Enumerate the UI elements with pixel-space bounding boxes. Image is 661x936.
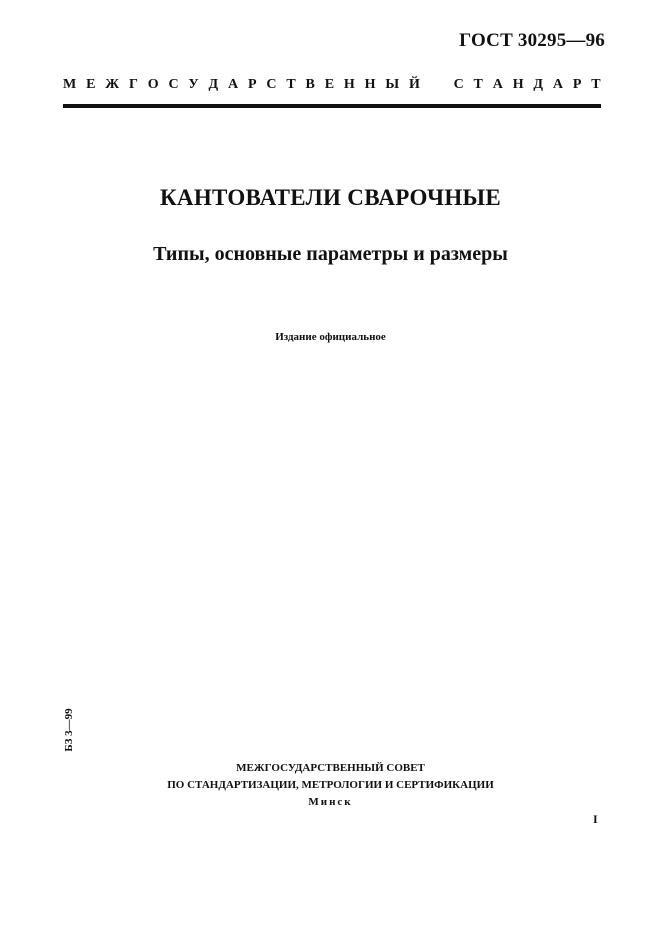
heading-letter: О [147,77,159,92]
heading-letter: Т [591,77,601,92]
document-subtitle: Типы, основные параметры и размеры [153,243,508,265]
heading-letter: Р [572,77,582,92]
heading-letter: Г [128,77,138,92]
word-gap [430,77,444,93]
heading-letter: А [228,77,239,92]
publisher-city: Минск [308,796,353,808]
heading-letter: С [168,77,179,92]
heading-letter: Й [408,77,420,92]
heading-letter: Т [286,77,296,92]
document-title: КАНТОВАТЕЛИ СВАРОЧНЫЕ [159,185,502,210]
heading-letter: Ы [385,77,400,92]
heading-letter: У [188,77,199,92]
side-code: БЗ 3—99 [63,708,75,752]
heading-letter: М [63,77,77,92]
heading-letter: Д [533,77,544,92]
heading-letter: Н [512,77,524,92]
heading-letter: В [305,77,315,92]
heading-letter: Ж [105,77,120,92]
heading-letter: Н [343,77,355,92]
standard-type-heading [63,77,601,93]
publisher-line-2: ПО СТАНДАРТИЗАЦИИ, МЕТРОЛОГИИ И СЕРТИФИКАЦИИ [167,779,494,791]
heading-letter: Н [364,77,376,92]
publisher-block [0,760,661,811]
header-rule [63,104,601,108]
heading-letter: С [266,77,277,92]
heading-letter: Д [208,77,219,92]
heading-letter: Т [473,77,483,92]
publisher-line-1: МЕЖГОСУДАРСТВЕННЫЙ СОВЕТ [236,762,425,774]
heading-letter: Е [324,77,335,92]
heading-letter: С [453,77,464,92]
heading-letter: Е [86,77,96,92]
heading-letter: Р [247,77,257,92]
edition-note: Издание официальное [275,331,386,343]
standard-number: ГОСТ 30295—96 [459,30,605,51]
heading-letter: А [552,77,564,92]
heading-letter: А [492,77,503,92]
page-number: I [593,812,598,826]
